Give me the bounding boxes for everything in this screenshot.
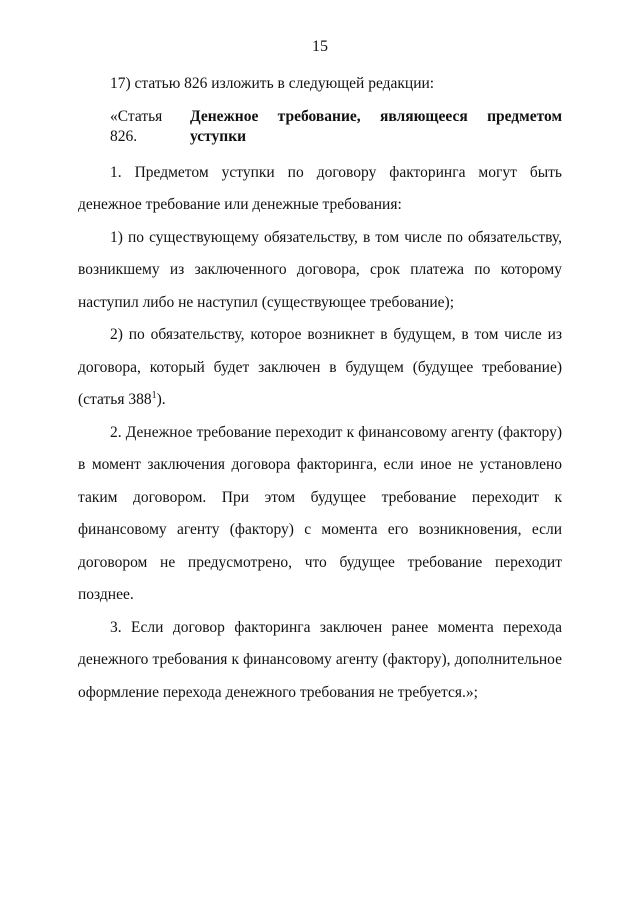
item-2-text: 2) по обязательству, которое возникнет в будущем, в том числе из договора, который будет заключен в будущем (будущее требование) (статья 388: [78, 326, 562, 408]
paragraph-3: 3. Если договор факторинга заключен ранее момента перехода денежного требования к финансовому агенту (фактору), дополнительное оформление перехода денежного требования не требуется.»;: [78, 618, 562, 701]
article-number: «Статья 826.: [110, 107, 163, 145]
page-number: 15: [312, 38, 328, 55]
intro-paragraph: 17) статью 826 изложить в следующей редакции:: [110, 75, 435, 92]
paragraph-1-item-1: 1) по существующему обязательству, в том числе по обязательству, возникшему из заключенного договора, срок платежа по которому наступил либо не наступил (существующее требование);: [78, 228, 562, 311]
item-2-end: ).: [156, 391, 166, 408]
paragraph-1-item-2: [78, 319, 562, 417]
paragraph-1: 1. Предметом уступки по договору факторинга могут быть денежное требование или денежные требования:: [78, 163, 562, 213]
article-title: Денежное требование, являющееся предметом уступки: [190, 107, 562, 145]
document-body: [78, 68, 562, 709]
article-heading: [78, 107, 562, 147]
paragraph-2: 2. Денежное требование переходит к финансовому агенту (фактору) в момент заключения договора факторинга, если иное не установлено таким договором. При этом будущее требование переходит к финансовому агенту (фактору) с момента его возникновения, если договором не предусмотрено, что будущее требование переходит позднее.: [78, 423, 562, 603]
article-superscript: 1: [151, 389, 157, 401]
